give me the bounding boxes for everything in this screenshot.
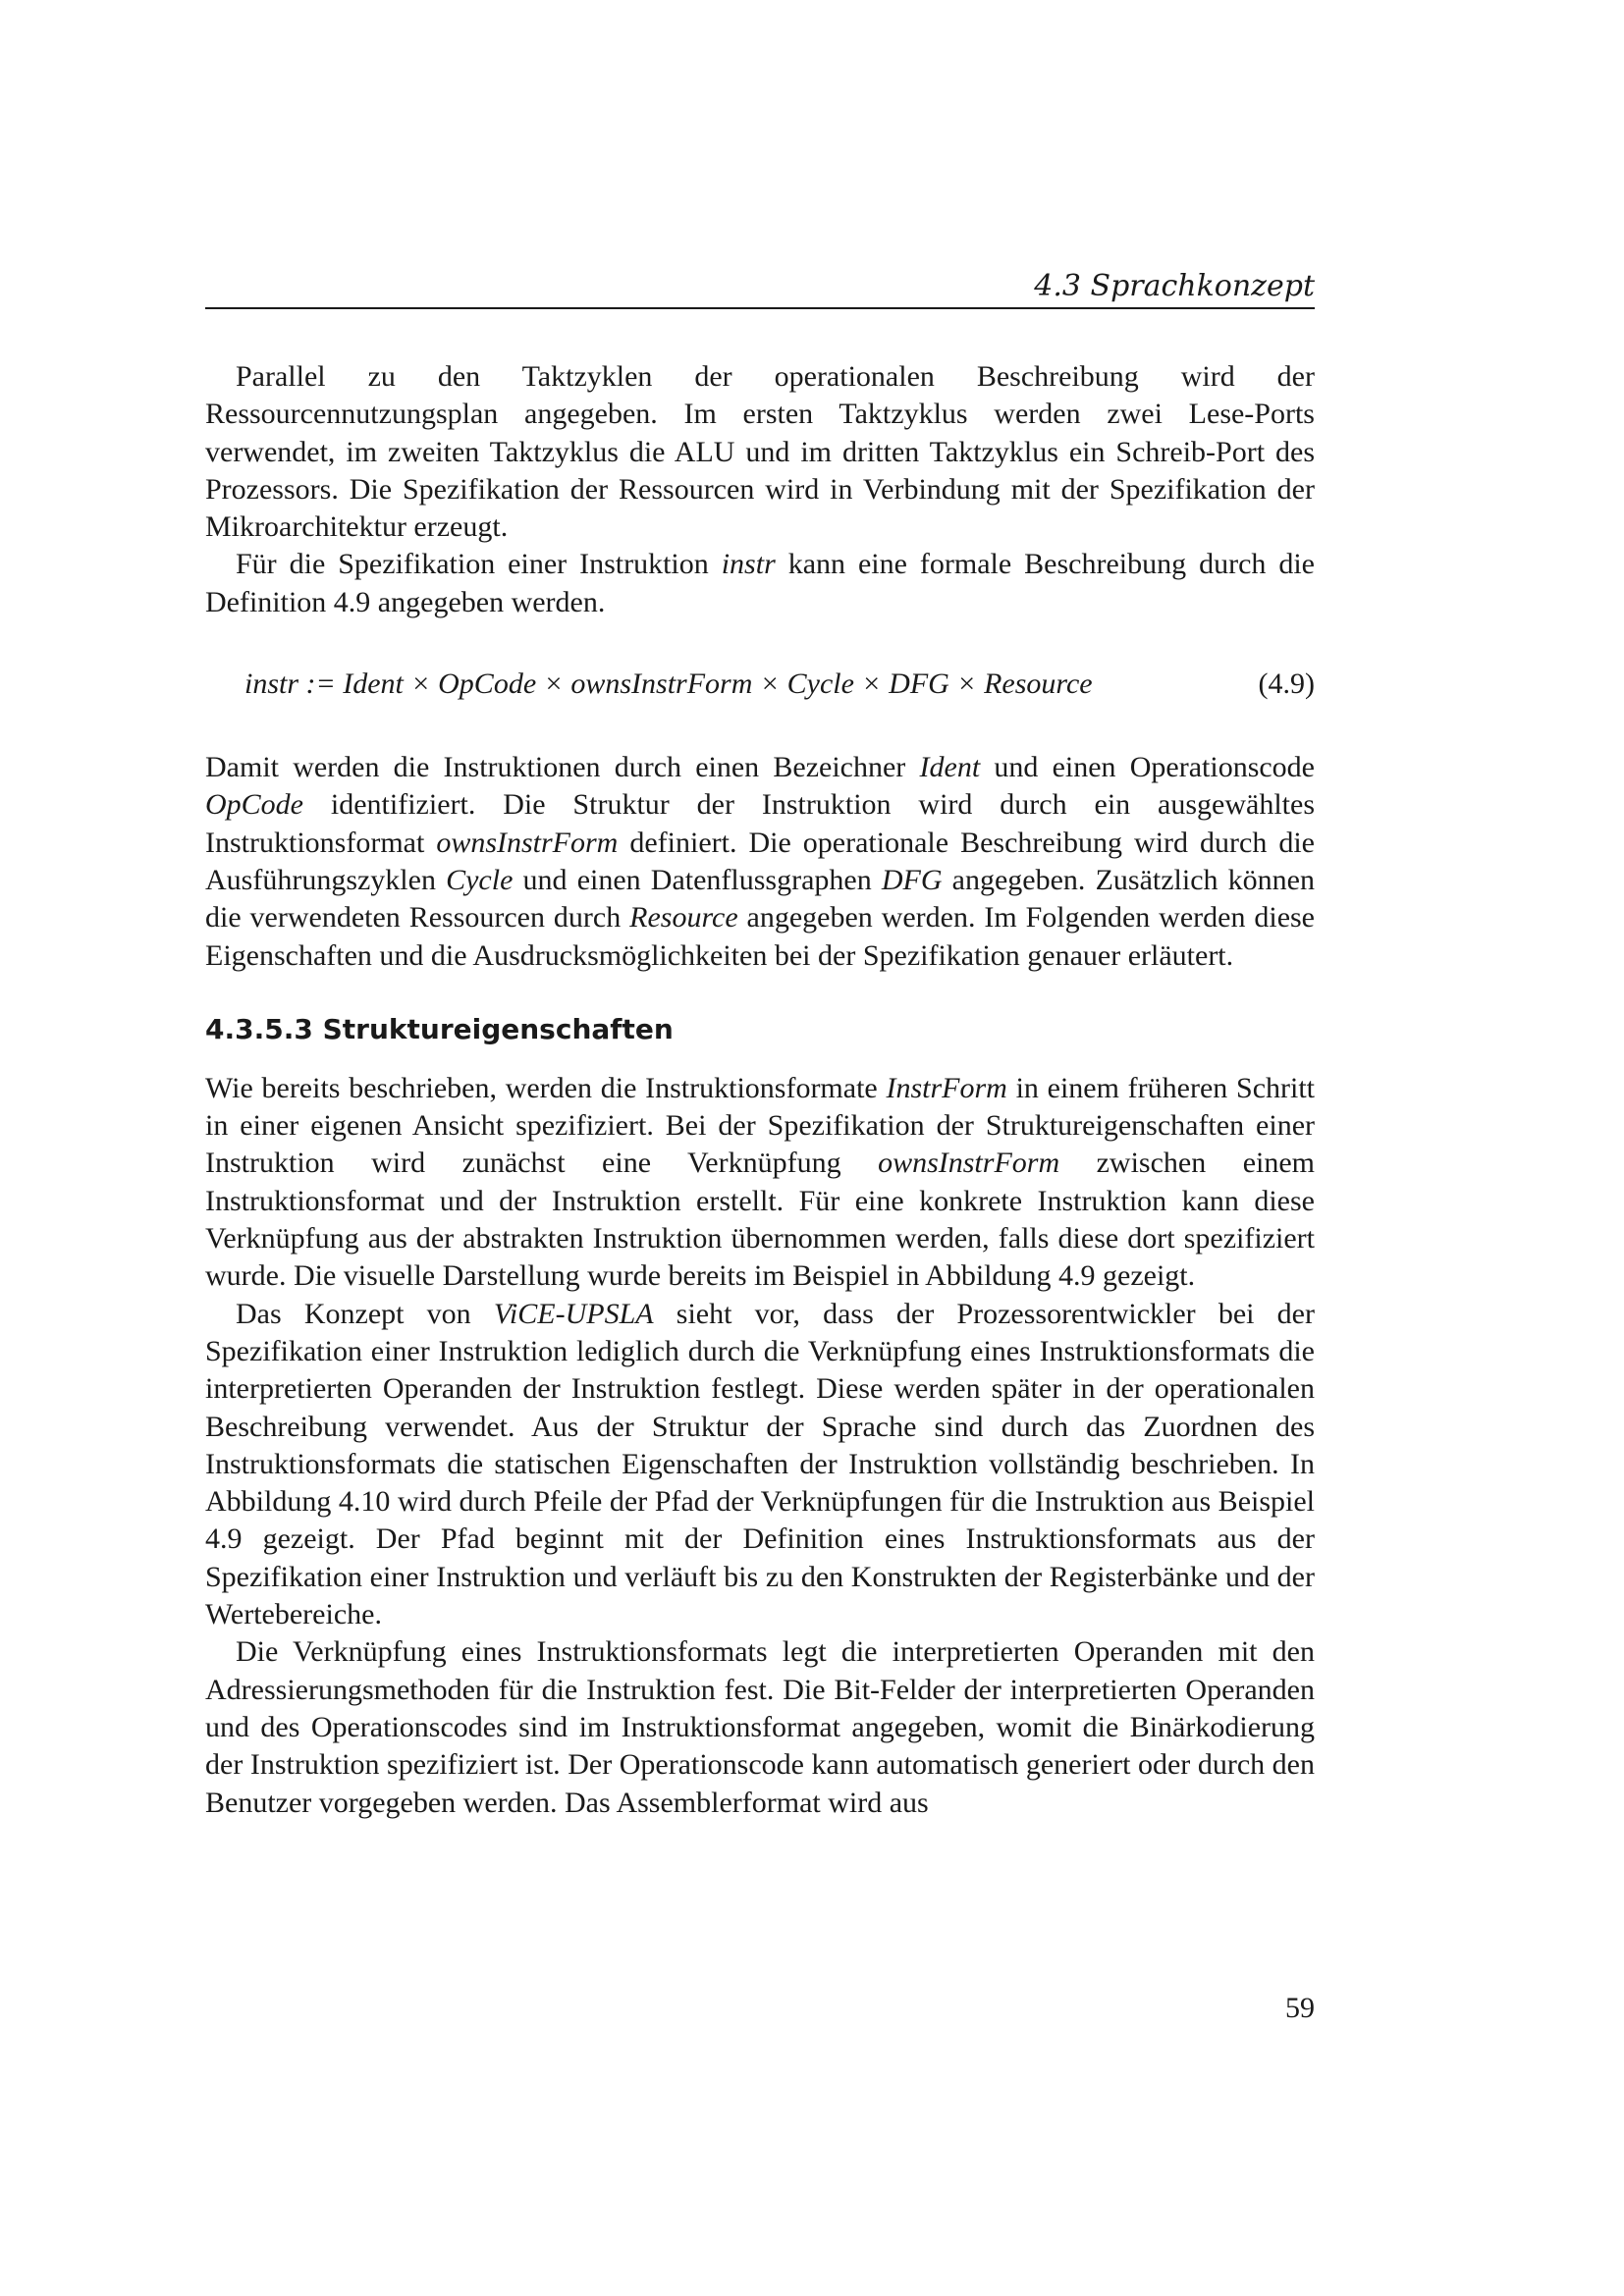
term-dfg: DFG [881, 863, 943, 896]
equation-4-9 [205, 666, 1315, 703]
term-cycle: Cycle [446, 863, 514, 896]
term-vice-upsla: ViCE-UPSLA [493, 1297, 654, 1330]
paragraph-instr-components: Damit werden die Instruktionen durch einen Bezeichner Ident und einen Operationscode OpCode identifiziert. Die Struktur der Instruktion wird durch ein ausgewähltes Instruktionsformat ownsInstrForm definiert. Die operationale Beschreibung wird durch die Ausführungszyklen Cycle und einen Datenflussgraphen DFG angegeben. Zusätzlich können die verwendeten Ressourcen durch Resource angegeben werden. Im Folgenden werden diese Eigenschaften und die Ausdrucksmöglichkeiten bei der Spezifikation genauer erläutert. [205, 751, 1316, 972]
paragraph-vice-upsla: Das Konzept von ViCE-UPSLA sieht vor, dass der Prozessorentwickler bei der Spezifikation einer Instruktion lediglich durch die Verknüpfung eines Instruktionsformats die interpretierten Operanden der Instruktion festlegt. Diese werden später in der operationalen Beschreibung verwendet. Aus der Struktur der Sprache sind durch das Zuordnen des Instruktionsformats die statischen Eigenschaften der Instruktion vollständig beschrieben. In Abbildung 4.10 wird durch Pfeile der Pfad der Verknüpfungen für die Instruktion aus Beispiel 4.9 gezeigt. Der Pfad beginnt mit der Definition eines Instruktionsformats aus der Spezifikation einer Instruktion und verläuft bis zu den Konstrukten der Registerbänke und der Wertebereiche. [205, 1297, 1315, 1631]
section-heading: 4.3.5.3 Struktureigenschaften [205, 1012, 674, 1045]
term-ownsinstrform: ownsInstrForm [878, 1147, 1060, 1180]
page-number: 59 [1285, 1992, 1315, 2024]
term-opcode: OpCode [205, 788, 303, 822]
paragraph-resource-plan: Parallel zu den Taktzyklen der operationalen Beschreibung wird der Ressourcennutzungsplan angegeben. Im ersten Taktzyklus werden zwei Lese-Ports verwendet, im zweiten Taktzyklus die ALU und im dritten Taktzyklus ein Schreib-Port des Prozessors. Die Spezifikation der Ressourcen wird in Verbindung mit der Spezifikation der Mikroarchitektur erzeugt. [205, 360, 1315, 544]
term-resource: Resource [629, 901, 738, 934]
equation-formula: instr := Ident × OpCode × ownsInstrForm × Cycle × DFG × Resource [244, 667, 1093, 701]
header-rule [205, 307, 1315, 309]
running-header: 4.3 Sprachkonzept [1034, 269, 1315, 303]
paragraph-instr-definition: Für die Spezifikation einer Instruktion instr kann eine formale Beschreibung durch die Definition 4.9 angegeben werden. [205, 548, 1315, 618]
equation-number: (4.9) [1258, 667, 1315, 701]
term-ownsinstrform: ownsInstrForm [436, 826, 619, 859]
term-instrform: InstrForm [886, 1071, 1007, 1104]
term-ident: Ident [919, 751, 981, 784]
body-text [205, 358, 1315, 1822]
term-instr: instr [721, 548, 776, 581]
paragraph-instrform: Wie bereits beschrieben, werden die Instruktionsformate InstrForm in einem früheren Schritt in einer eigenen Ansicht spezifiziert. Bei der Spezifikation der Struktureigenschaften einer Instruktion wird zunächst eine Verknüpfung ownsInstrForm zwischen einem Instruktionsformat und der Instruktion erstellt. Für eine konkrete Instruktion kann diese Verknüpfung aus der abstrakten Instruktion übernommen werden, falls diese dort spezifiziert wurde. Die visuelle Darstellung wurde bereits im Beispiel in Abbildung 4.9 gezeigt. [205, 1071, 1316, 1293]
paragraph-operands: Die Verknüpfung eines Instruktionsformats legt die interpretierten Operanden mit den Adressierungsmethoden für die Instruktion fest. Die Bit-Felder der interpretierten Operanden und des Operationscodes sind im Instruktionsformat angegeben, womit die Binärkodierung der Instruktion spezifiziert ist. Der Operationscode kann automatisch generiert oder durch den Benutzer vorgegeben werden. Das Assemblerformat wird aus [205, 1635, 1315, 1819]
